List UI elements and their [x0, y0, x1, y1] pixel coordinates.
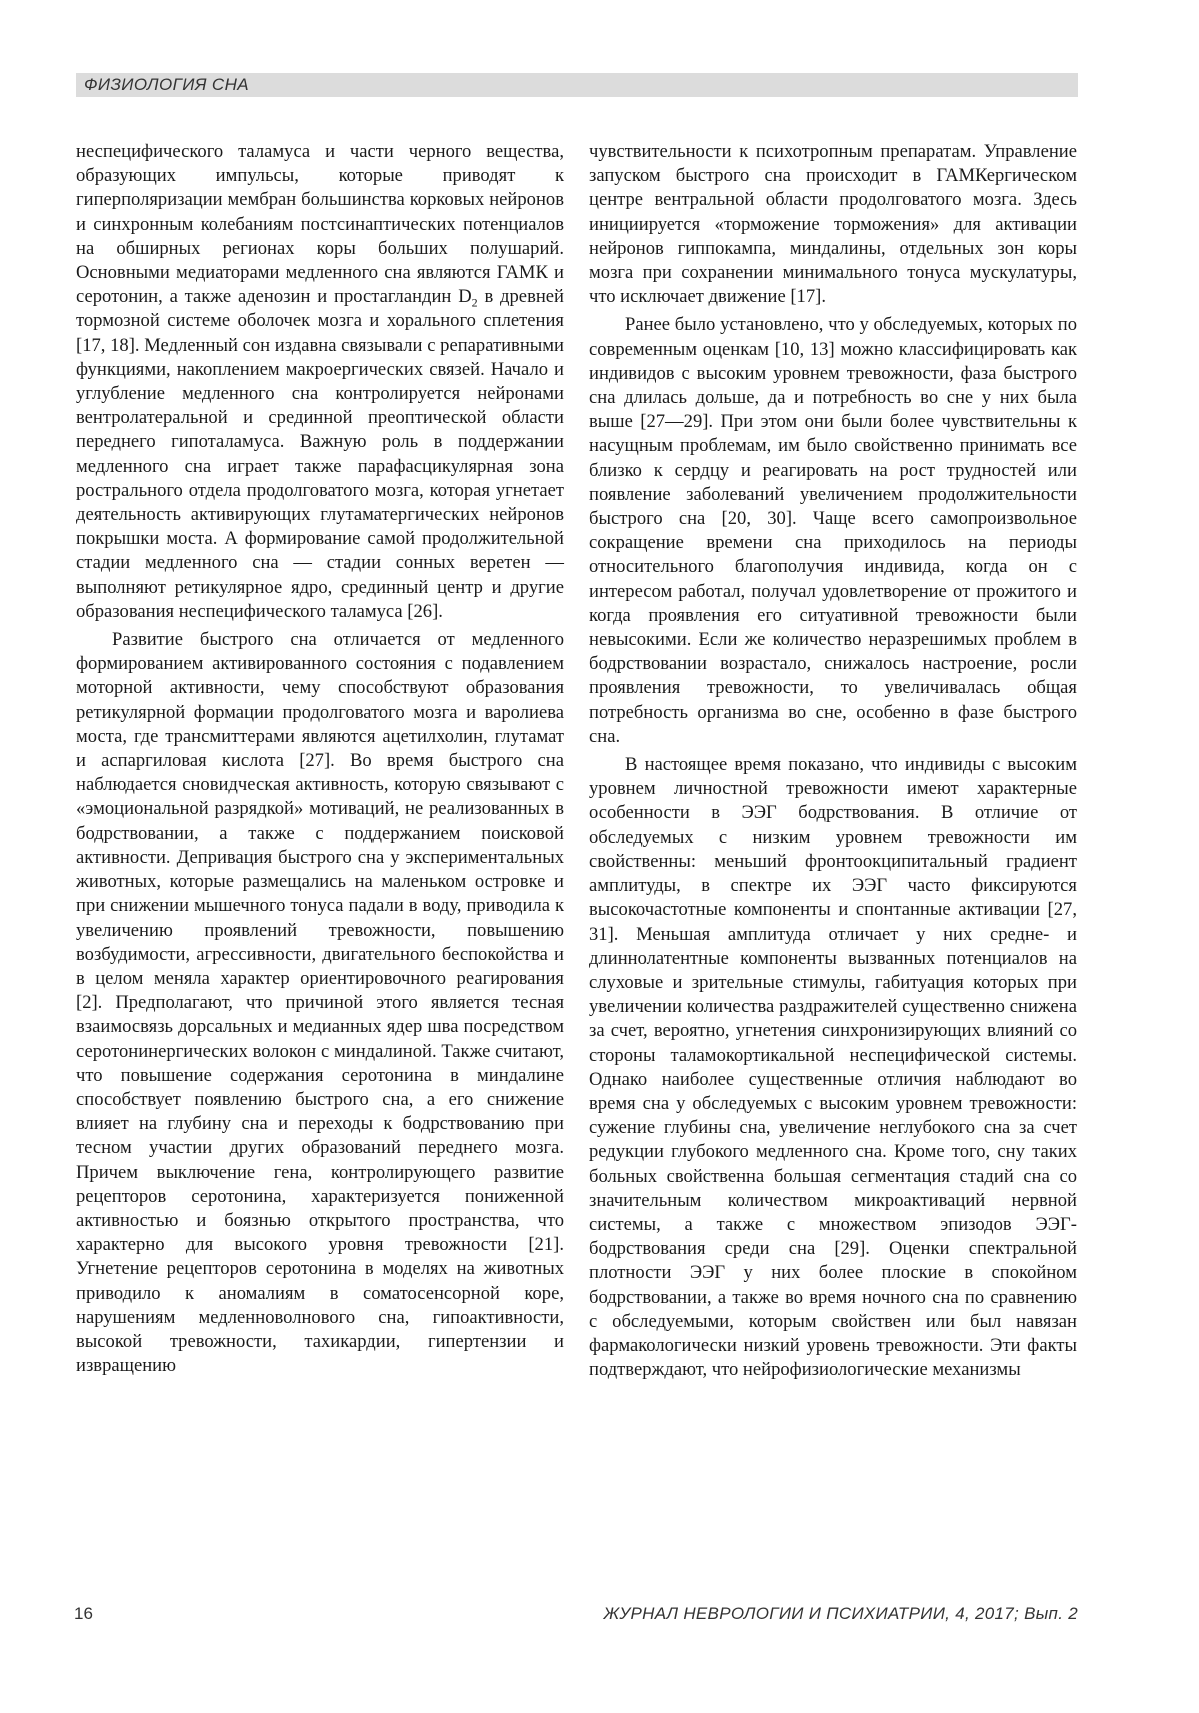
paragraph-text: неспецифического таламуса и части черного вещества, образующих импульсы, которые приводят к гиперполяризации мембран большинства корковых нейронов и синхронным колебаниям постсинаптических потенциалов на обширных регионах коры больших полушарий. Основными медиаторами медленного сна являются ГАМК и серотонин, а также аденозин и простагландин D: [76, 141, 564, 308]
paragraph: Развитие быстрого сна отличается от медленного формированием активированного состояния с подавлением моторной активности, чему способствуют образования ретикулярной формации продолговатого мозга и варолиева моста, где трансмиттерами являются ацетилхолин, глутамат и аспаргиловая кислота [27]. Во время быстрого сна наблюдается сновидческая активность, которую связывают с «эмоциональной разрядкой» мотиваций, не реализованных в бодрствовании, а также с поддержанием поисковой активности. Депривация быстрого сна у экспериментальных животных, которые размещались на маленьком островке и при снижении мышечного тонуса падали в воду, приводила к увеличению проявлений тревожности, повышению возбудимости, агрессивности, двигательного беспокойства и в целом меняла характер ориентировочного реагирования [2]. Предполагают, что причиной этого является тесная взаимосвязь дорсальных и медианных ядер шва посредством серотонинергических волокон с миндалиной. Также считают, что повышение содержания серотонина в миндалине способствует появлению быстрого сна, а его снижение влияет на глубину сна и переходы к бодрствованию при тесном участии других образований переднего мозга. Причем выключение гена, контролирующего развитие рецепторов серотонина, характеризуется пониженной активностью и боязнью открытого пространства, что характерно для высокого уровня тревожности [21]. Угнетение рецепторов серотонина в моделях на животных приводило к аномалиям в соматосенсорной коре, нарушениям медленноволнового сна, гипоактивности, высокой тревожности, тахикардии, гипертензии и извращению: [76, 629, 564, 1377]
left-column: [76, 140, 564, 1378]
paragraph: чувствительности к психотропным препаратам. Управление запуском быстрого сна происходит в ГАМКергическом центре вентральной области продолговатого мозга. Здесь инициируется «торможение торможения» для активации нейронов гиппокампа, миндалины, отдельных зон коры мозга при сохранении минимального тонуса мускулатуры, что исключает движение [17].: [589, 141, 1077, 308]
running-head: [76, 73, 1078, 97]
journal-citation: ЖУРНАЛ НЕВРОЛОГИИ И ПСИХИАТРИИ, 4, 2017; Вып. 2: [603, 1604, 1078, 1623]
section-title: ФИЗИОЛОГИЯ СНА: [84, 75, 250, 94]
paragraph-text: в древней тормозной системе оболочек мозга и хорального сплетения [17, 18]. Медленный сон издавна связывали с репаративными функциями, накоплением макроергических связей. Начало и углубление медленного сна контролируется нейронами вентролатеральной и срединной преоптической области переднего гипоталамуса. Важную роль в поддержании медленного сна играет также парафасцикулярная зона рострального отдела продолговатого мозга, которая угнетает деятельность активирующих глутаматергических нейронов покрышки моста. А формирование самой продолжительной стадии медленного сна — стадии сонных веретен — выполняют ретикулярное ядро, срединный центр и другие образования неспецифического таламуса [26].: [76, 286, 564, 622]
paragraph: В настоящее время показано, что индивиды с высоким уровнем личностной тревожности имеют характерные особенности в ЭЭГ бодрствования. В отличие от обследуемых с низким уровнем тревожности им свойственны: меньший фронтоокципитальный градиент амплитуды, в спектре их ЭЭГ часто фиксируются высокочастотные компоненты и спонтанные активации [27, 31]. Меньшая амплитуда отличает у них средне- и длиннолатентные компоненты вызванных потенциалов на слуховые и зрительные стимулы, габитуация которых при увеличении количества раздражителей существенно снижена за счет, вероятно, угнетения синхронизирующих влияний со стороны таламокортикальной неспецифической системы. Однако наиболее существенные отличия наблюдают во время сна у обследуемых с высоким уровнем тревожности: сужение глубины сна, увеличение неглубокого сна за счет редукции глубокого медленного сна. Кроме того, сну таких больных свойственна большая сегментация стадий сна со значительным количеством микроактиваций нервной системы, а также с множеством эпизодов ЭЭГ-бодрствования среди сна [29]. Оценки спектральной плотности ЭЭГ у них более плоские в спокойном бодрствовании, а также во время ночного сна по сравнению с обследуемыми, которым свойствен или был навязан фармакологически низкий уровень тревожности. Эти факты подтверждают, что нейрофизиологические механизмы: [589, 754, 1077, 1381]
right-column: [589, 140, 1077, 1382]
paragraph: Ранее было установлено, что у обследуемых, которых по современным оценкам [10, 13] можно классифицировать как индивидов с высоким уровнем тревожности, фаза быстрого сна длилась дольше, да и потребность во сне у них была выше [27—29]. При этом они были более чувствительны к насущным проблемам, им было свойственно принимать все близко к сердцу и реагировать на рост трудностей или появление заболеваний увеличением продолжительности быстрого сна [20, 30]. Чаще всего самопроизвольное сокращение времени сна приходилось на периоды относительного благополучия индивида, когда он с интересом работал, получал удовлетворение от прожитого и когда проявления его ситуативной тревожности были невысокими. Если же количество неразрешимых проблем в бодрствовании возрастало, снижалось настроение, росли проявления тревожности, то увеличивалась общая потребность организма во сне, особенно в фазе быстрого сна.: [589, 314, 1077, 747]
paragraph: [76, 140, 564, 624]
page-number: 16: [74, 1604, 93, 1623]
subscript: 2: [471, 295, 478, 310]
